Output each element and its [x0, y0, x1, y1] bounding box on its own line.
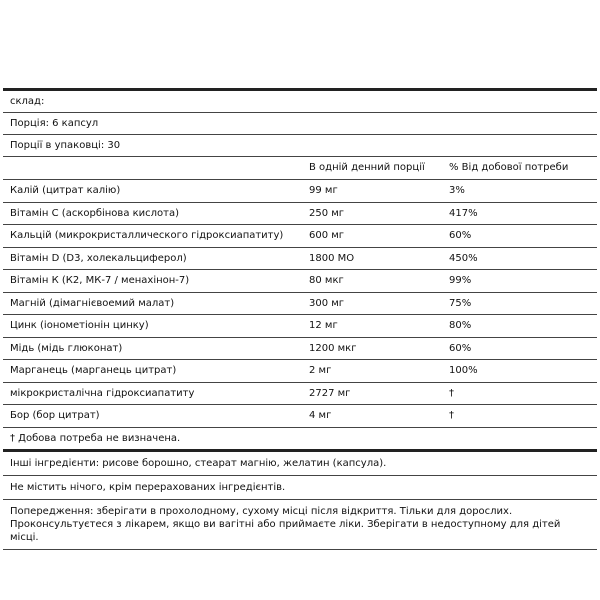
nutrient-daily-value: 80%: [449, 320, 472, 331]
bottom-divider: [3, 549, 597, 550]
nutrient-name: Кальцій (микрокристаллического гідроксиапатиту): [10, 230, 284, 241]
nutrient-amount: 4 мг: [309, 410, 332, 421]
servings-per-container: Порції в упаковці: 30: [10, 140, 121, 151]
table-row: [3, 383, 597, 405]
header-blank: [3, 157, 309, 179]
nutrient-daily-value: 3%: [449, 185, 465, 196]
nutrient-amount: 12 мг: [309, 320, 338, 331]
nutrient-amount: 250 мг: [309, 207, 345, 219]
nutrient-amount: 600 мг: [309, 230, 345, 241]
table-row: [3, 293, 597, 315]
nutrient-daily-value: 417%: [449, 207, 478, 219]
table-row: [3, 338, 597, 360]
nutrient-amount: 99 мг: [309, 185, 338, 196]
nutrient-name: мікрокристалічна гідроксиапатиту: [10, 387, 195, 399]
daily-value-footnote: † Добова потреба не визначена.: [10, 432, 181, 444]
nutrient-amount: 1200 мкг: [309, 342, 357, 354]
nutrient-daily-value: 75%: [449, 297, 472, 309]
table-row: [3, 180, 597, 202]
nutrient-name: Бор (бор цитрат): [10, 410, 100, 421]
table-row: [3, 248, 597, 270]
contains-nothing-else: Не містить нічого, крім перерахованих інгредієнтів.: [10, 481, 286, 493]
table-row: [3, 225, 597, 247]
nutrient-amount: 80 мкг: [309, 275, 344, 286]
nutrient-daily-value: 99%: [449, 275, 472, 286]
table-row: [3, 405, 597, 427]
nutrient-name: Магній (дімагнієвоемий малат): [10, 297, 175, 309]
header-amount: В одній денний порції: [309, 162, 425, 173]
nutrient-daily-value: 100%: [449, 365, 478, 376]
nutrient-name: Марганець (марганець цитрат): [10, 365, 177, 376]
table-header: [3, 157, 597, 179]
nutrient-name: Вітамін К (К2, МК-7 / менахінон-7): [10, 275, 190, 286]
table-row: [3, 360, 597, 382]
nutrient-amount: 2 мг: [309, 365, 332, 376]
table-row: [3, 315, 597, 337]
nutrient-name: Вітамін D (D3, холекальциферол): [10, 252, 187, 264]
supplement-facts-panel: [3, 88, 597, 550]
nutrient-name: Вітамін С (аскорбінова кислота): [10, 207, 180, 219]
nutrient-daily-value: †: [449, 410, 454, 421]
nutrient-amount: 2727 мг: [309, 387, 351, 399]
warning-text: Попередження: зберігати в прохолодному, сухому місці після відкриття. Тільки для дорослих. Проконсультуєтеся з лікарем, якщо ви вагітні або приймаєте ліки. Зберігати в недоступному для дітей місці.: [10, 505, 561, 543]
table-row: [3, 270, 597, 292]
header-daily-value: % Від добової потреби: [449, 162, 569, 173]
nutrient-amount: 1800 МО: [309, 252, 355, 264]
serving-size: Порція: 6 капсул: [10, 118, 99, 129]
nutrient-daily-value: 60%: [449, 342, 472, 354]
nutrient-daily-value: 60%: [449, 230, 472, 241]
table-row: [3, 203, 597, 225]
nutrient-daily-value: †: [449, 387, 454, 399]
nutrient-daily-value: 450%: [449, 252, 478, 264]
nutrient-name: Цинк (іонометіонін цинку): [10, 320, 149, 331]
nutrient-amount: 300 мг: [309, 297, 345, 309]
nutrient-name: Калій (цитрат калію): [10, 185, 121, 196]
nutrient-name: Мідь (мідь глюконат): [10, 342, 123, 354]
composition-title: склад:: [10, 96, 45, 107]
nutrient-table: [3, 180, 597, 428]
other-ingredients: Інші інгредієнти: рисове борошно, стеарат магнію, желатин (капсула).: [10, 457, 387, 469]
